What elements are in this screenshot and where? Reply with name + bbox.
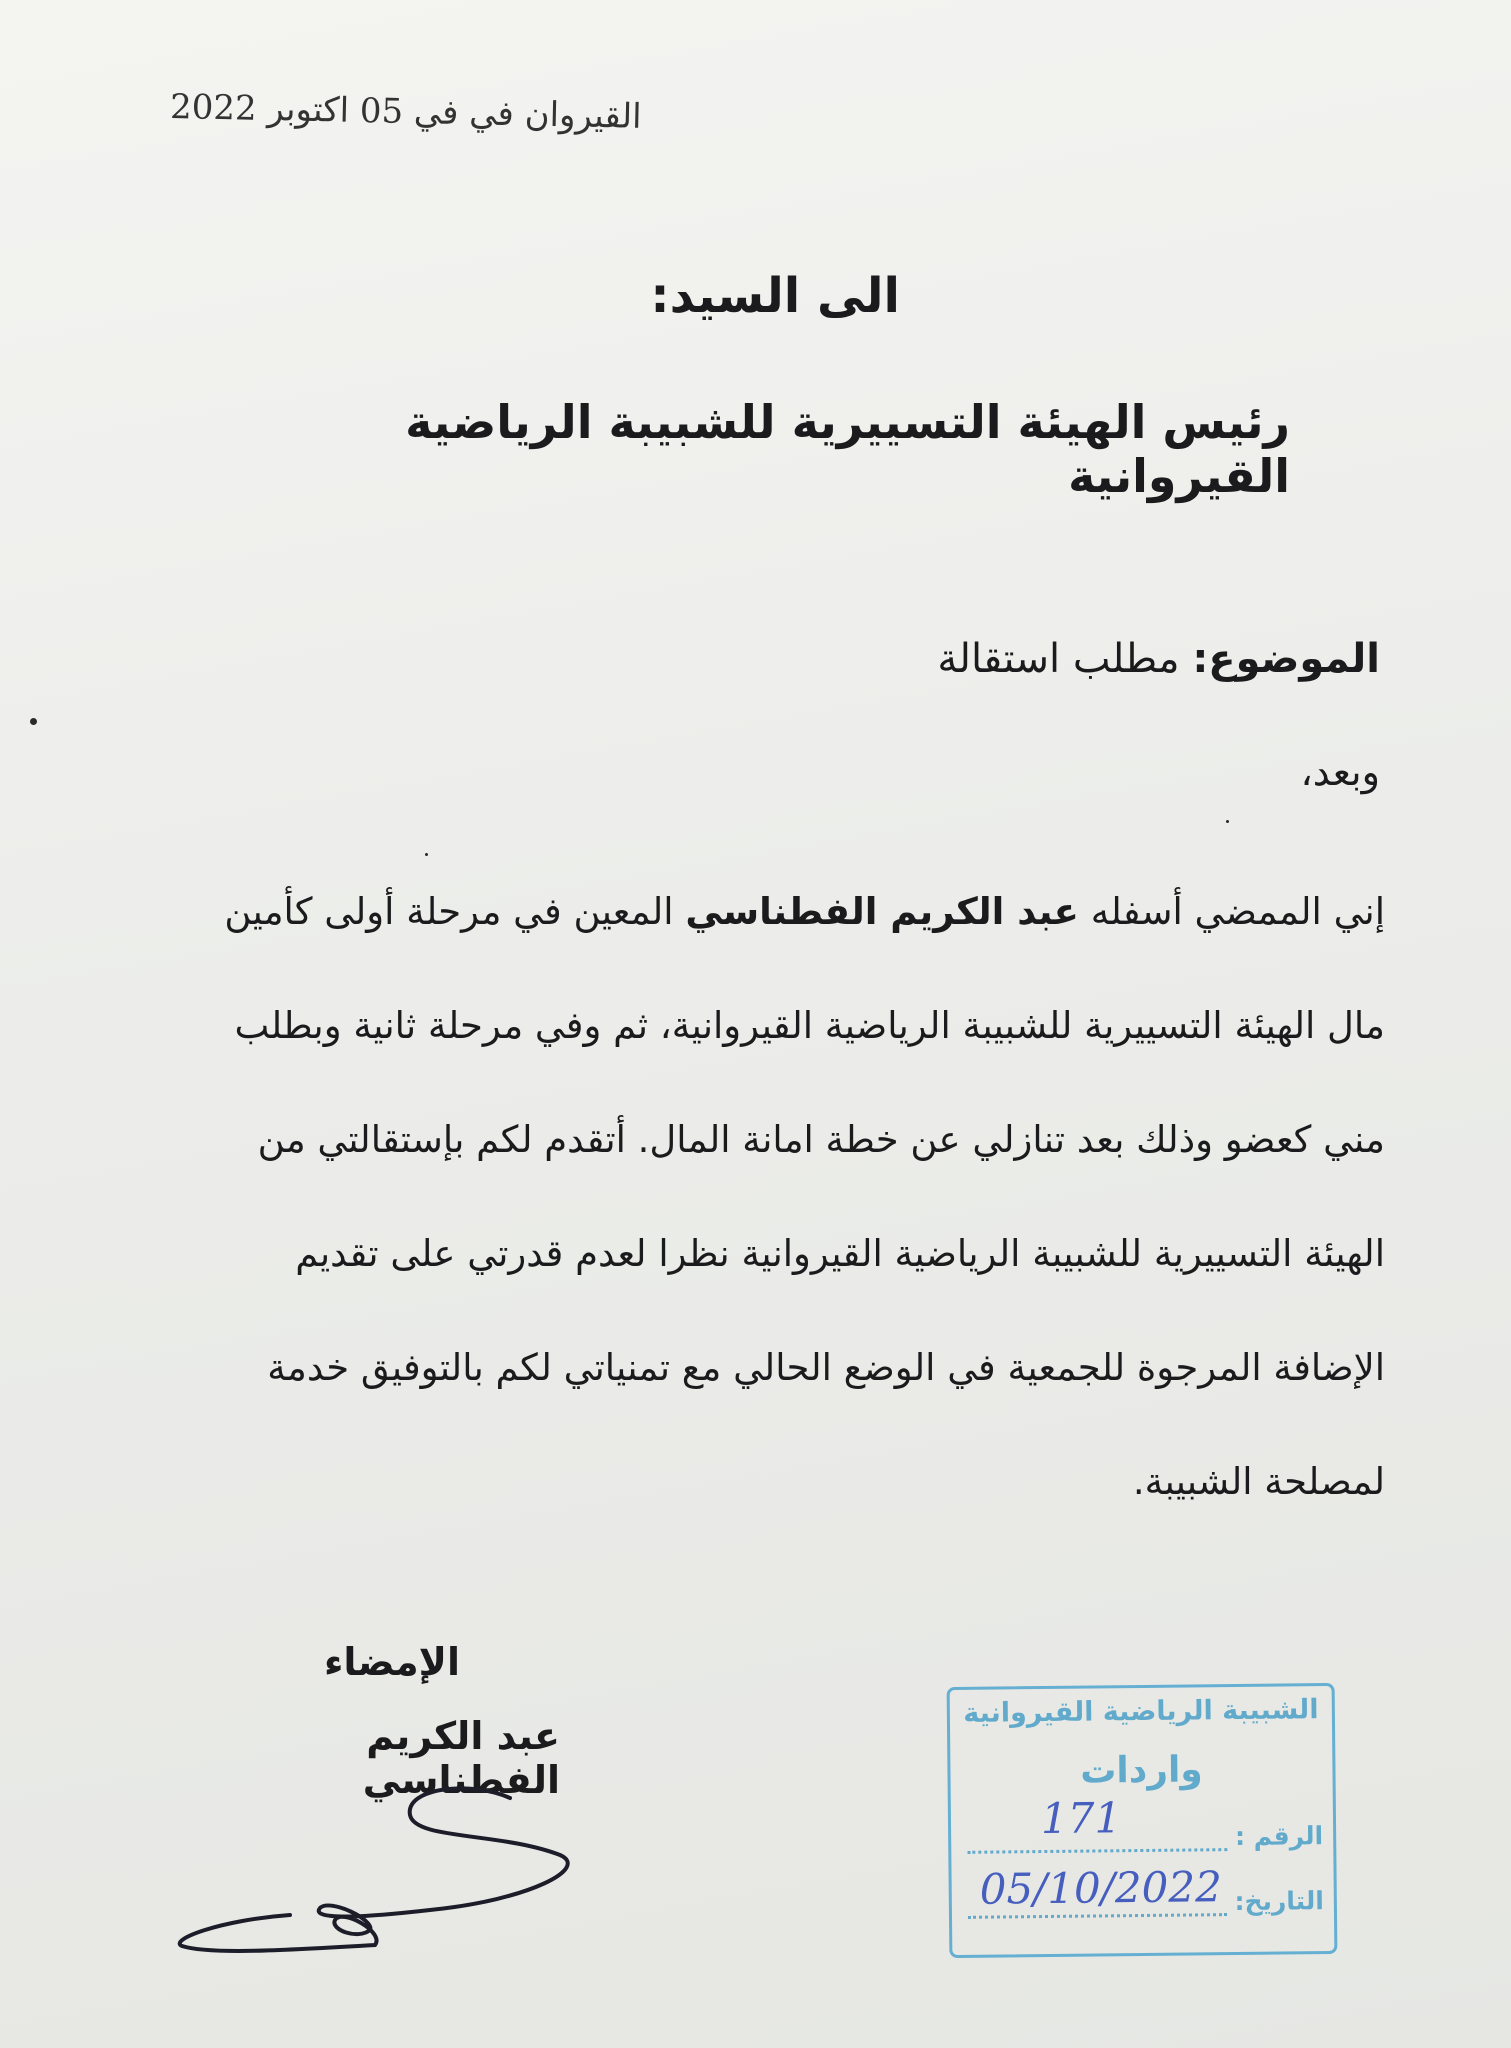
body-line-5: الإضافة المرجوة للجمعية في الوضع الحالي مع تمنياتي لكم بالتوفيق خدمة [267, 1346, 1385, 1389]
greeting: وبعد، [1300, 750, 1380, 794]
letter-body [180, 890, 1385, 1574]
stamp-organization: الشبيبة الرياضية القيروانية [963, 1694, 1319, 1729]
stamp-number-label: الرقم : [1234, 1821, 1324, 1852]
signature-title: الإمضاء [324, 1640, 460, 1684]
stamp-date-label: التاريخ: [1234, 1886, 1325, 1917]
body-line-1-start: إني الممضي أسفله [1078, 890, 1385, 933]
body-line-3: مني كعضو وذلك بعد تنازلي عن خطة امانة المال. أتقدم لكم بإستقالتي من [257, 1118, 1385, 1161]
stamp-number-row [961, 1821, 1323, 1854]
body-line-1 [180, 890, 1385, 1004]
ink-speck [1226, 820, 1229, 823]
subject-text: مطلب استقالة [937, 636, 1180, 682]
incoming-stamp [947, 1683, 1338, 1958]
signature-name: عبد الكريم الفطناسي [362, 1714, 560, 1802]
ink-speck [30, 718, 37, 725]
handwritten-signature [170, 1770, 590, 1960]
stamp-incoming-label: واردات [1080, 1749, 1203, 1792]
subject-label: الموضوع: [1192, 636, 1380, 682]
addressee-label: الى السيد: [650, 268, 900, 324]
body-line-6: لمصلحة الشبيبة. [1132, 1460, 1385, 1503]
subject-line [900, 636, 1380, 682]
addressee-organization: رئيس الهيئة التسييرية للشبيبة الرياضية القيروانية [405, 395, 1290, 503]
body-line-1-end: المعين في مرحلة أولى كأمين [224, 890, 686, 933]
body-line-2: مال الهيئة التسييرية للشبيبة الرياضية القيروانية، ثم وفي مرحلة ثانية وبطلب [234, 1004, 1385, 1047]
stamp-number-value: 171 [1040, 1793, 1122, 1844]
date-line: القيروان في في 05 اكتوبر 2022 [169, 86, 642, 137]
stamp-date-value: 05/10/2022 [979, 1862, 1223, 1914]
body-signer-name: عبد الكريم الفطناسي [685, 890, 1079, 933]
body-line-4: الهيئة التسييرية للشبيبة الرياضية القيروانية نظرا لعدم قدرتي على تقديم [295, 1232, 1385, 1275]
ink-speck [425, 853, 428, 856]
